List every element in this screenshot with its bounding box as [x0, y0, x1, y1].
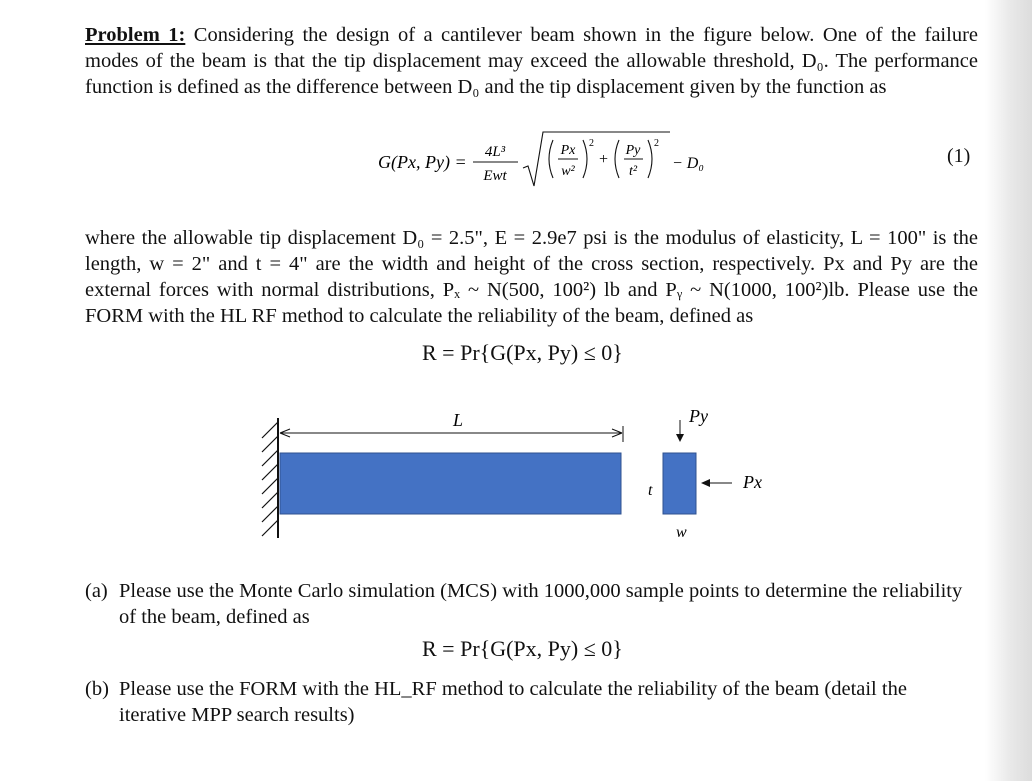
part-a-marker: (a) [85, 580, 108, 602]
part-b-marker: (b) [85, 678, 109, 700]
reliability-equation-2: R = Pr{G(Px, Py) ≤ 0} [422, 636, 623, 661]
py-label: Py [689, 406, 708, 426]
part-b-text: Please use the FORM with the HL_RF method to calculate the reliability of the beam (detail the iterative MPP search results) [119, 678, 907, 726]
paren-right-1 [583, 140, 587, 178]
term1-denominator: w² [561, 164, 575, 179]
problem-intro [85, 22, 978, 100]
equation-lhs: G(Px, Py) = [378, 152, 467, 172]
plus-sign: + [599, 151, 609, 168]
problem-description: where the allowable tip displacement D₀ = 2.5", E = 2.9e7 psi is the modulus of elasticity, L = 100" is the length, w = 2" and t = 4" are the width and height of the cross section, respectively. Px and Py are the external forces with normal distributions, Pₓ ~ N(500, 100²) lb and Pᵧ ~ N(1000, 100²)lb. Please use the FORM with the HL RF method to calculate the reliability of the beam, defined as [85, 227, 978, 327]
term2-numerator: Py [625, 143, 641, 158]
part-a-text: Please use the Monte Carlo simulation (MCS) with 1000,000 sample points to determine the reliability of the beam, defined as [119, 580, 963, 628]
t-label: t [648, 482, 653, 499]
equation-number: (1) [947, 145, 971, 167]
w-label: w [676, 524, 687, 541]
term1-square: 2 [589, 138, 594, 149]
px-label: Px [743, 472, 762, 492]
py-arrow-head [676, 434, 684, 442]
cantilever-beam-figure [240, 400, 800, 550]
reliability-equation: R = Pr{G(Px, Py) ≤ 0} [422, 340, 623, 365]
equation-numerator: 4L³ [484, 144, 506, 160]
beam-cross-section [663, 453, 696, 514]
term1-numerator: Px [560, 143, 576, 158]
problem-label: Problem 1: [85, 24, 186, 46]
paren-right-2 [648, 140, 652, 178]
fixed-support-hatching [262, 422, 278, 536]
equation-denominator: Ewt [483, 168, 507, 184]
length-label: L [452, 410, 464, 430]
px-arrow-head [701, 479, 710, 487]
problem-intro-text: Considering the design of a cantilever beam shown in the figure below. One of the failure modes of the beam is that the tip displacement may exceed the allowable threshold, D₀. The performance function is defined as the difference between D₀ and the tip displacement given by the function as [85, 24, 978, 98]
paren-left-1 [549, 140, 553, 178]
term2-denominator: t² [628, 164, 638, 179]
performance-function-equation [370, 128, 704, 194]
equation-minus-d0: − D₀ [672, 155, 704, 172]
paren-left-2 [615, 140, 619, 178]
term2-square: 2 [654, 138, 659, 149]
beam-body [280, 453, 621, 514]
